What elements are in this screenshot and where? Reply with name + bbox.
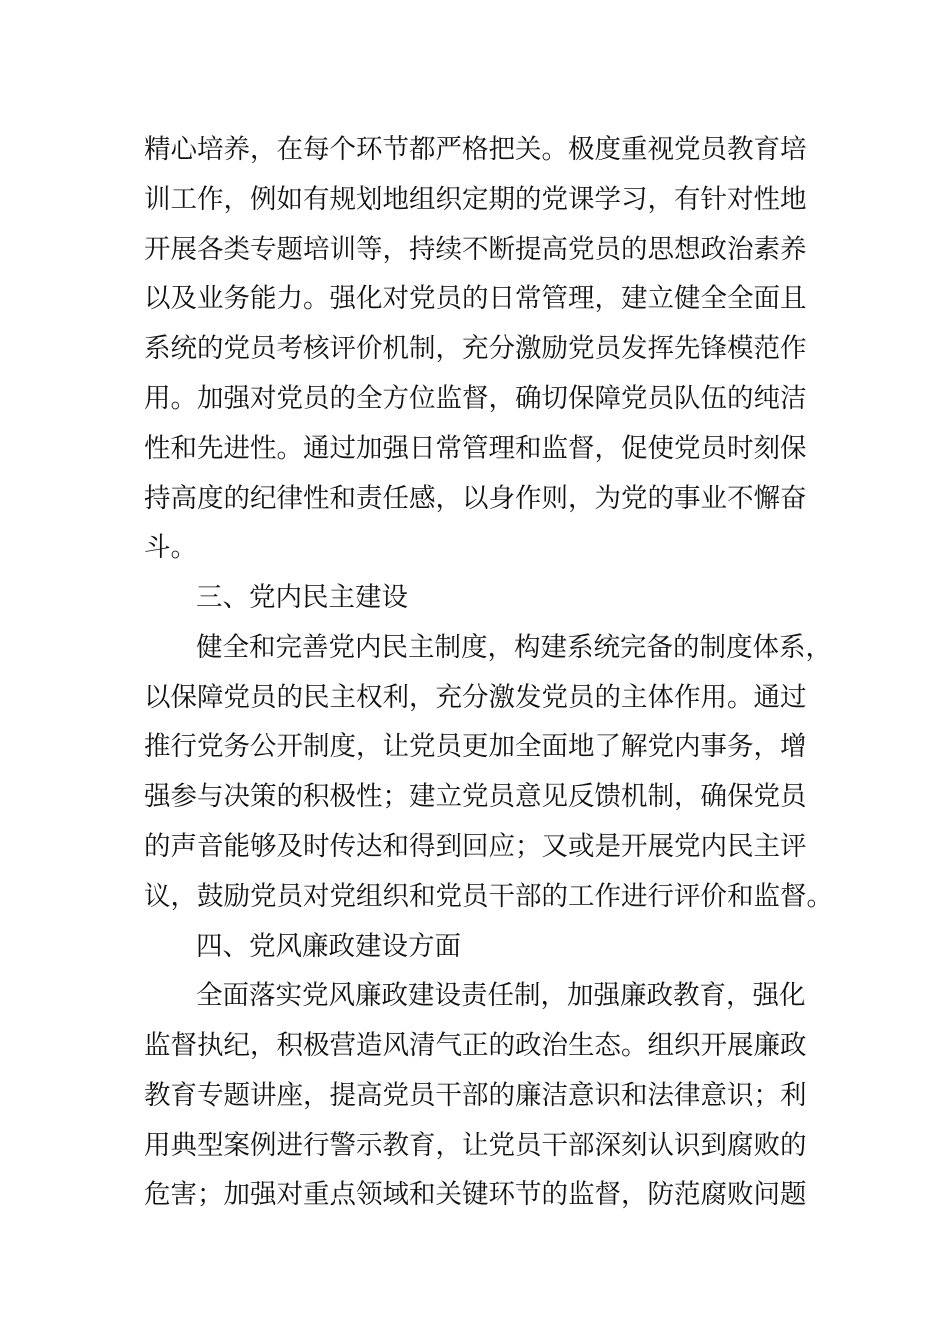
- body-text-line: 健全和完善党内民主制度，构建系统完备的制度体系，: [196, 632, 832, 663]
- section-heading: 四、党风廉政建设方面: [196, 931, 461, 962]
- body-text-line: 议，鼓励党员对党组织和党员干部的工作进行评价和监督。: [144, 881, 833, 912]
- body-text-line: 危害；加强对重点领域和关键环节的监督，防范腐败问题: [144, 1179, 807, 1210]
- body-text-line: 全面落实党风廉政建设责任制，加强廉政教育，强化: [196, 980, 806, 1011]
- body-text-line: 教育专题讲座，提高党员干部的廉洁意识和法律意识；利: [144, 1080, 807, 1111]
- body-text-line: 以及业务能力。强化对党员的日常管理，建立健全全面且: [144, 283, 807, 314]
- body-text-line: 推行党务公开制度，让党员更加全面地了解党内事务，增: [144, 731, 807, 762]
- section-heading: 三、党内民主建设: [196, 582, 408, 613]
- body-text-line: 的声音能够及时传达和得到回应；又或是开展党内民主评: [144, 831, 807, 862]
- body-text-line: 用典型案例进行警示教育，让党员干部深刻认识到腐败的: [144, 1130, 807, 1161]
- body-text-line: 持高度的纪律性和责任感，以身作则，为党的事业不懈奋: [144, 483, 807, 514]
- body-text-line: 开展各类专题培训等，持续不断提高党员的思想政治素养: [144, 234, 807, 265]
- body-text-line: 用。加强对党员的全方位监督，确切保障党员队伍的纯洁: [144, 383, 807, 414]
- body-text-line: 以保障党员的民主权利，充分激发党员的主体作用。通过: [144, 682, 807, 713]
- body-text-line: 监督执纪，积极营造风清气正的政治生态。组织开展廉政: [144, 1030, 807, 1061]
- body-text-line: 性和先进性。通过加强日常管理和监督，促使党员时刻保: [144, 433, 807, 464]
- body-text-line: 斗。: [144, 532, 197, 563]
- body-text-line: 训工作，例如有规划地组织定期的党课学习，有针对性地: [144, 184, 807, 215]
- body-text-line: 系统的党员考核评价机制，充分激励党员发挥先锋模范作: [144, 333, 807, 364]
- body-text-line: 强参与决策的积极性；建立党员意见反馈机制，确保党员: [144, 781, 807, 812]
- body-text-line: 精心培养，在每个环节都严格把关。极度重视党员教育培: [144, 134, 807, 165]
